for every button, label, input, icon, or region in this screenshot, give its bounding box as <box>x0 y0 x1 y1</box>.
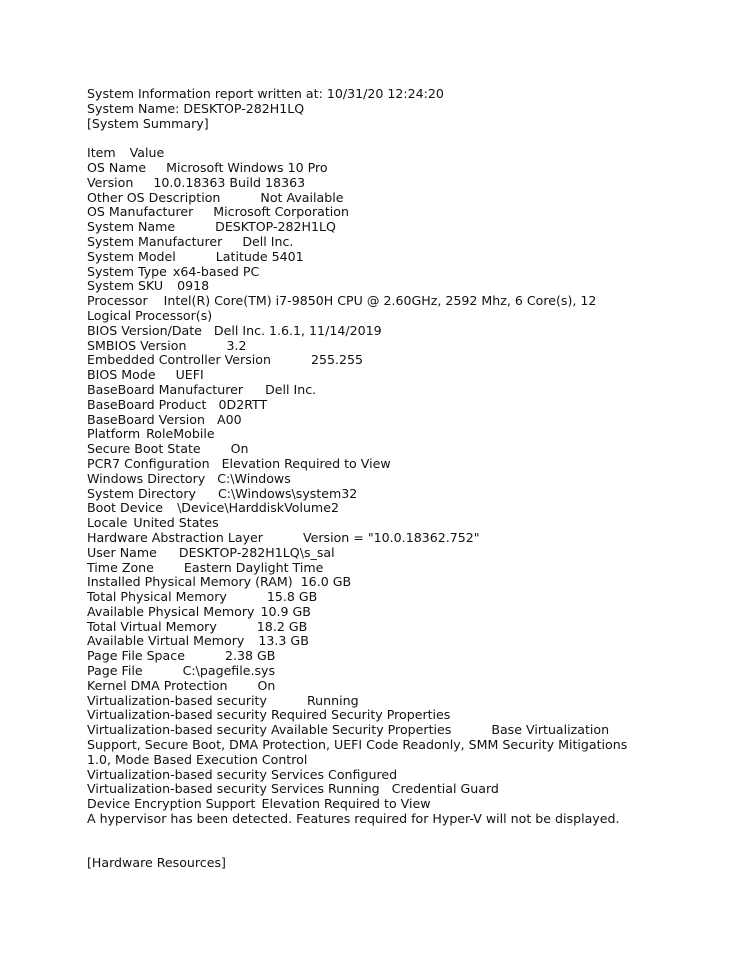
row-item: Total Physical Memory <box>87 589 227 605</box>
row-item: Platform <box>87 426 141 442</box>
row-value: C:\pagefile.sys <box>182 663 276 679</box>
table-row <box>87 605 727 620</box>
row-value: DESKTOP-282H1LQ\s_sal <box>178 544 335 560</box>
row-value: Intel(R) Core(TM) i7-9850H CPU @ 2.60GHz, 2592 Mhz, 6 Core(s), 12 <box>163 293 597 309</box>
table-row <box>87 590 727 605</box>
row-item: BaseBoard Product <box>87 396 207 412</box>
row-value: \Device\HarddiskVolume2 <box>177 500 339 516</box>
table-row <box>87 442 727 457</box>
row-item: Time Zone <box>87 559 154 575</box>
row-item: Windows Directory <box>87 470 206 486</box>
table-row <box>87 279 727 294</box>
table-row <box>87 723 727 738</box>
table-row <box>87 620 727 635</box>
row-value: 0D2RTT <box>218 396 268 412</box>
row-item: System SKU <box>87 278 164 294</box>
table-row <box>87 383 727 398</box>
table-row <box>87 368 727 383</box>
row-value: 10.0.18363 Build 18363 <box>153 174 306 190</box>
row-item: OS Name <box>87 159 147 175</box>
table-row <box>87 634 727 649</box>
table-row <box>87 738 727 753</box>
row-value: 16.0 GB <box>300 574 352 590</box>
row-value: Logical Processor(s) <box>87 307 213 323</box>
row-value: Elevation Required to View <box>261 796 431 812</box>
row-item: SMBIOS Version <box>87 337 187 353</box>
row-item: Available Physical Memory <box>87 603 255 619</box>
row-value: DESKTOP-282H1LQ <box>215 219 336 235</box>
row-item: BIOS Version/Date <box>87 322 202 338</box>
table-row <box>87 546 727 561</box>
row-item: OS Manufacturer <box>87 204 194 220</box>
row-item: System Manufacturer <box>87 233 223 249</box>
table-row <box>87 561 727 576</box>
row-item: Processor <box>87 293 148 309</box>
row-item: A hypervisor has been detected. Features required for Hyper-V will not be displayed. <box>87 811 620 827</box>
row-value: Credential Guard <box>391 781 499 797</box>
row-value: 18.2 GB <box>256 618 308 634</box>
table-row <box>87 649 727 664</box>
row-value: 10.9 GB <box>260 603 311 619</box>
row-item: User Name <box>87 544 157 560</box>
row-value: Elevation Required to View <box>221 455 391 471</box>
row-item: Page File Space <box>87 648 185 664</box>
table-row <box>87 309 727 324</box>
table-row <box>87 176 727 191</box>
row-item: Device Encryption Support <box>87 796 256 812</box>
row-value: C:\Windows\system32 <box>218 485 358 501</box>
table-row <box>87 413 727 428</box>
table-row <box>87 708 727 723</box>
table-row <box>87 472 727 487</box>
row-item: BIOS Mode <box>87 367 156 383</box>
row-value: Running <box>306 692 359 708</box>
table-row <box>87 501 727 516</box>
row-value: 0918 <box>177 278 210 294</box>
row-value: 15.8 GB <box>266 589 318 605</box>
row-item: Virtualization-based security Services Configured <box>87 766 398 782</box>
row-item: Locale <box>87 515 128 531</box>
row-value: United States <box>133 515 219 531</box>
summary-rows <box>87 161 727 827</box>
row-item: Embedded Controller Version <box>87 352 271 368</box>
row-value: Latitude 5401 <box>215 248 304 264</box>
table-row <box>87 694 727 709</box>
table-row <box>87 664 727 679</box>
table-row <box>87 768 727 783</box>
table-row <box>87 161 727 176</box>
table-row <box>87 205 727 220</box>
table-row <box>87 487 727 502</box>
row-item: Total Virtual Memory <box>87 618 217 634</box>
table-row <box>87 782 727 797</box>
row-item: Virtualization-based security Required Security Properties <box>87 707 451 723</box>
table-row <box>87 339 727 354</box>
row-item: Version <box>87 174 134 190</box>
row-item: BaseBoard Manufacturer <box>87 381 244 397</box>
table-row <box>87 531 727 546</box>
table-row <box>87 353 727 368</box>
table-row <box>87 250 727 265</box>
column-header-value: Value <box>129 145 165 161</box>
row-value: UEFI <box>175 367 204 383</box>
row-value: Base Virtualization <box>491 722 610 738</box>
row-value: C:\Windows <box>217 470 291 486</box>
row-value: Version = "10.0.18362.752" <box>302 529 480 545</box>
row-item: Virtualization-based security <box>87 692 267 708</box>
row-value: 255.255 <box>310 352 364 368</box>
system-info-report <box>87 87 727 871</box>
row-value: Eastern Daylight Time <box>183 559 324 575</box>
row-item: Available Virtual Memory <box>87 633 245 649</box>
table-row <box>87 235 727 250</box>
row-item: System Type <box>87 263 167 279</box>
system-name-line: System Name: DESKTOP-282H1LQ <box>87 100 305 116</box>
row-item: Virtualization-based security Available Security Properties <box>87 722 452 738</box>
row-item: Installed Physical Memory (RAM) <box>87 574 293 590</box>
row-value: Dell Inc. <box>265 381 317 397</box>
row-value: On <box>257 677 276 693</box>
row-item: Other OS Description <box>87 189 221 205</box>
row-item: Virtualization-based security Services Running <box>87 781 380 797</box>
report-header-line: System Information report written at: 10/31/20 12:24:20 <box>87 86 444 101</box>
row-item: System Model <box>87 248 176 264</box>
row-item: PCR7 Configuration <box>87 455 210 471</box>
table-row <box>87 398 727 413</box>
row-value: Dell Inc. <box>242 233 294 249</box>
table-row <box>87 457 727 472</box>
column-header-item: Item <box>87 145 116 161</box>
table-row <box>87 812 727 827</box>
row-value: Not Available <box>260 189 344 205</box>
row-value: Dell Inc. 1.6.1, 11/14/2019 <box>213 322 382 338</box>
table-row <box>87 797 727 812</box>
row-item: System Directory <box>87 485 197 501</box>
row-value: Microsoft Corporation <box>213 204 349 220</box>
table-row <box>87 191 727 206</box>
table-row <box>87 265 727 280</box>
section-system-summary: [System Summary] <box>87 115 209 131</box>
row-value: Microsoft Windows 10 Pro <box>166 159 328 175</box>
table-row <box>87 427 727 442</box>
row-value: On <box>230 441 249 457</box>
section-hardware-resources: [Hardware Resources] <box>87 855 226 871</box>
table-row <box>87 294 727 309</box>
row-item: BaseBoard Version <box>87 411 205 427</box>
row-value: 13.3 GB <box>258 633 309 649</box>
row-value: 1.0, Mode Based Execution Control <box>87 751 308 767</box>
row-item: Kernel DMA Protection <box>87 677 228 693</box>
table-row <box>87 575 727 590</box>
row-value: 2.38 GB <box>224 648 276 664</box>
table-row <box>87 324 727 339</box>
row-item: System Name <box>87 219 176 235</box>
table-row <box>87 516 727 531</box>
table-row <box>87 753 727 768</box>
column-headers <box>87 146 727 161</box>
row-item: Page File <box>87 663 143 679</box>
table-row <box>87 220 727 235</box>
row-value: 3.2 <box>226 337 247 353</box>
row-value: A00 <box>217 411 242 427</box>
row-item: Secure Boot State <box>87 441 201 457</box>
row-value: Support, Secure Boot, DMA Protection, UEFI Code Readonly, SMM Security Mitigations <box>87 737 628 753</box>
row-value: RoleMobile <box>146 426 215 442</box>
table-row <box>87 679 727 694</box>
row-item: Boot Device <box>87 500 164 516</box>
row-item: Hardware Abstraction Layer <box>87 529 263 545</box>
row-value: x64-based PC <box>172 263 260 279</box>
